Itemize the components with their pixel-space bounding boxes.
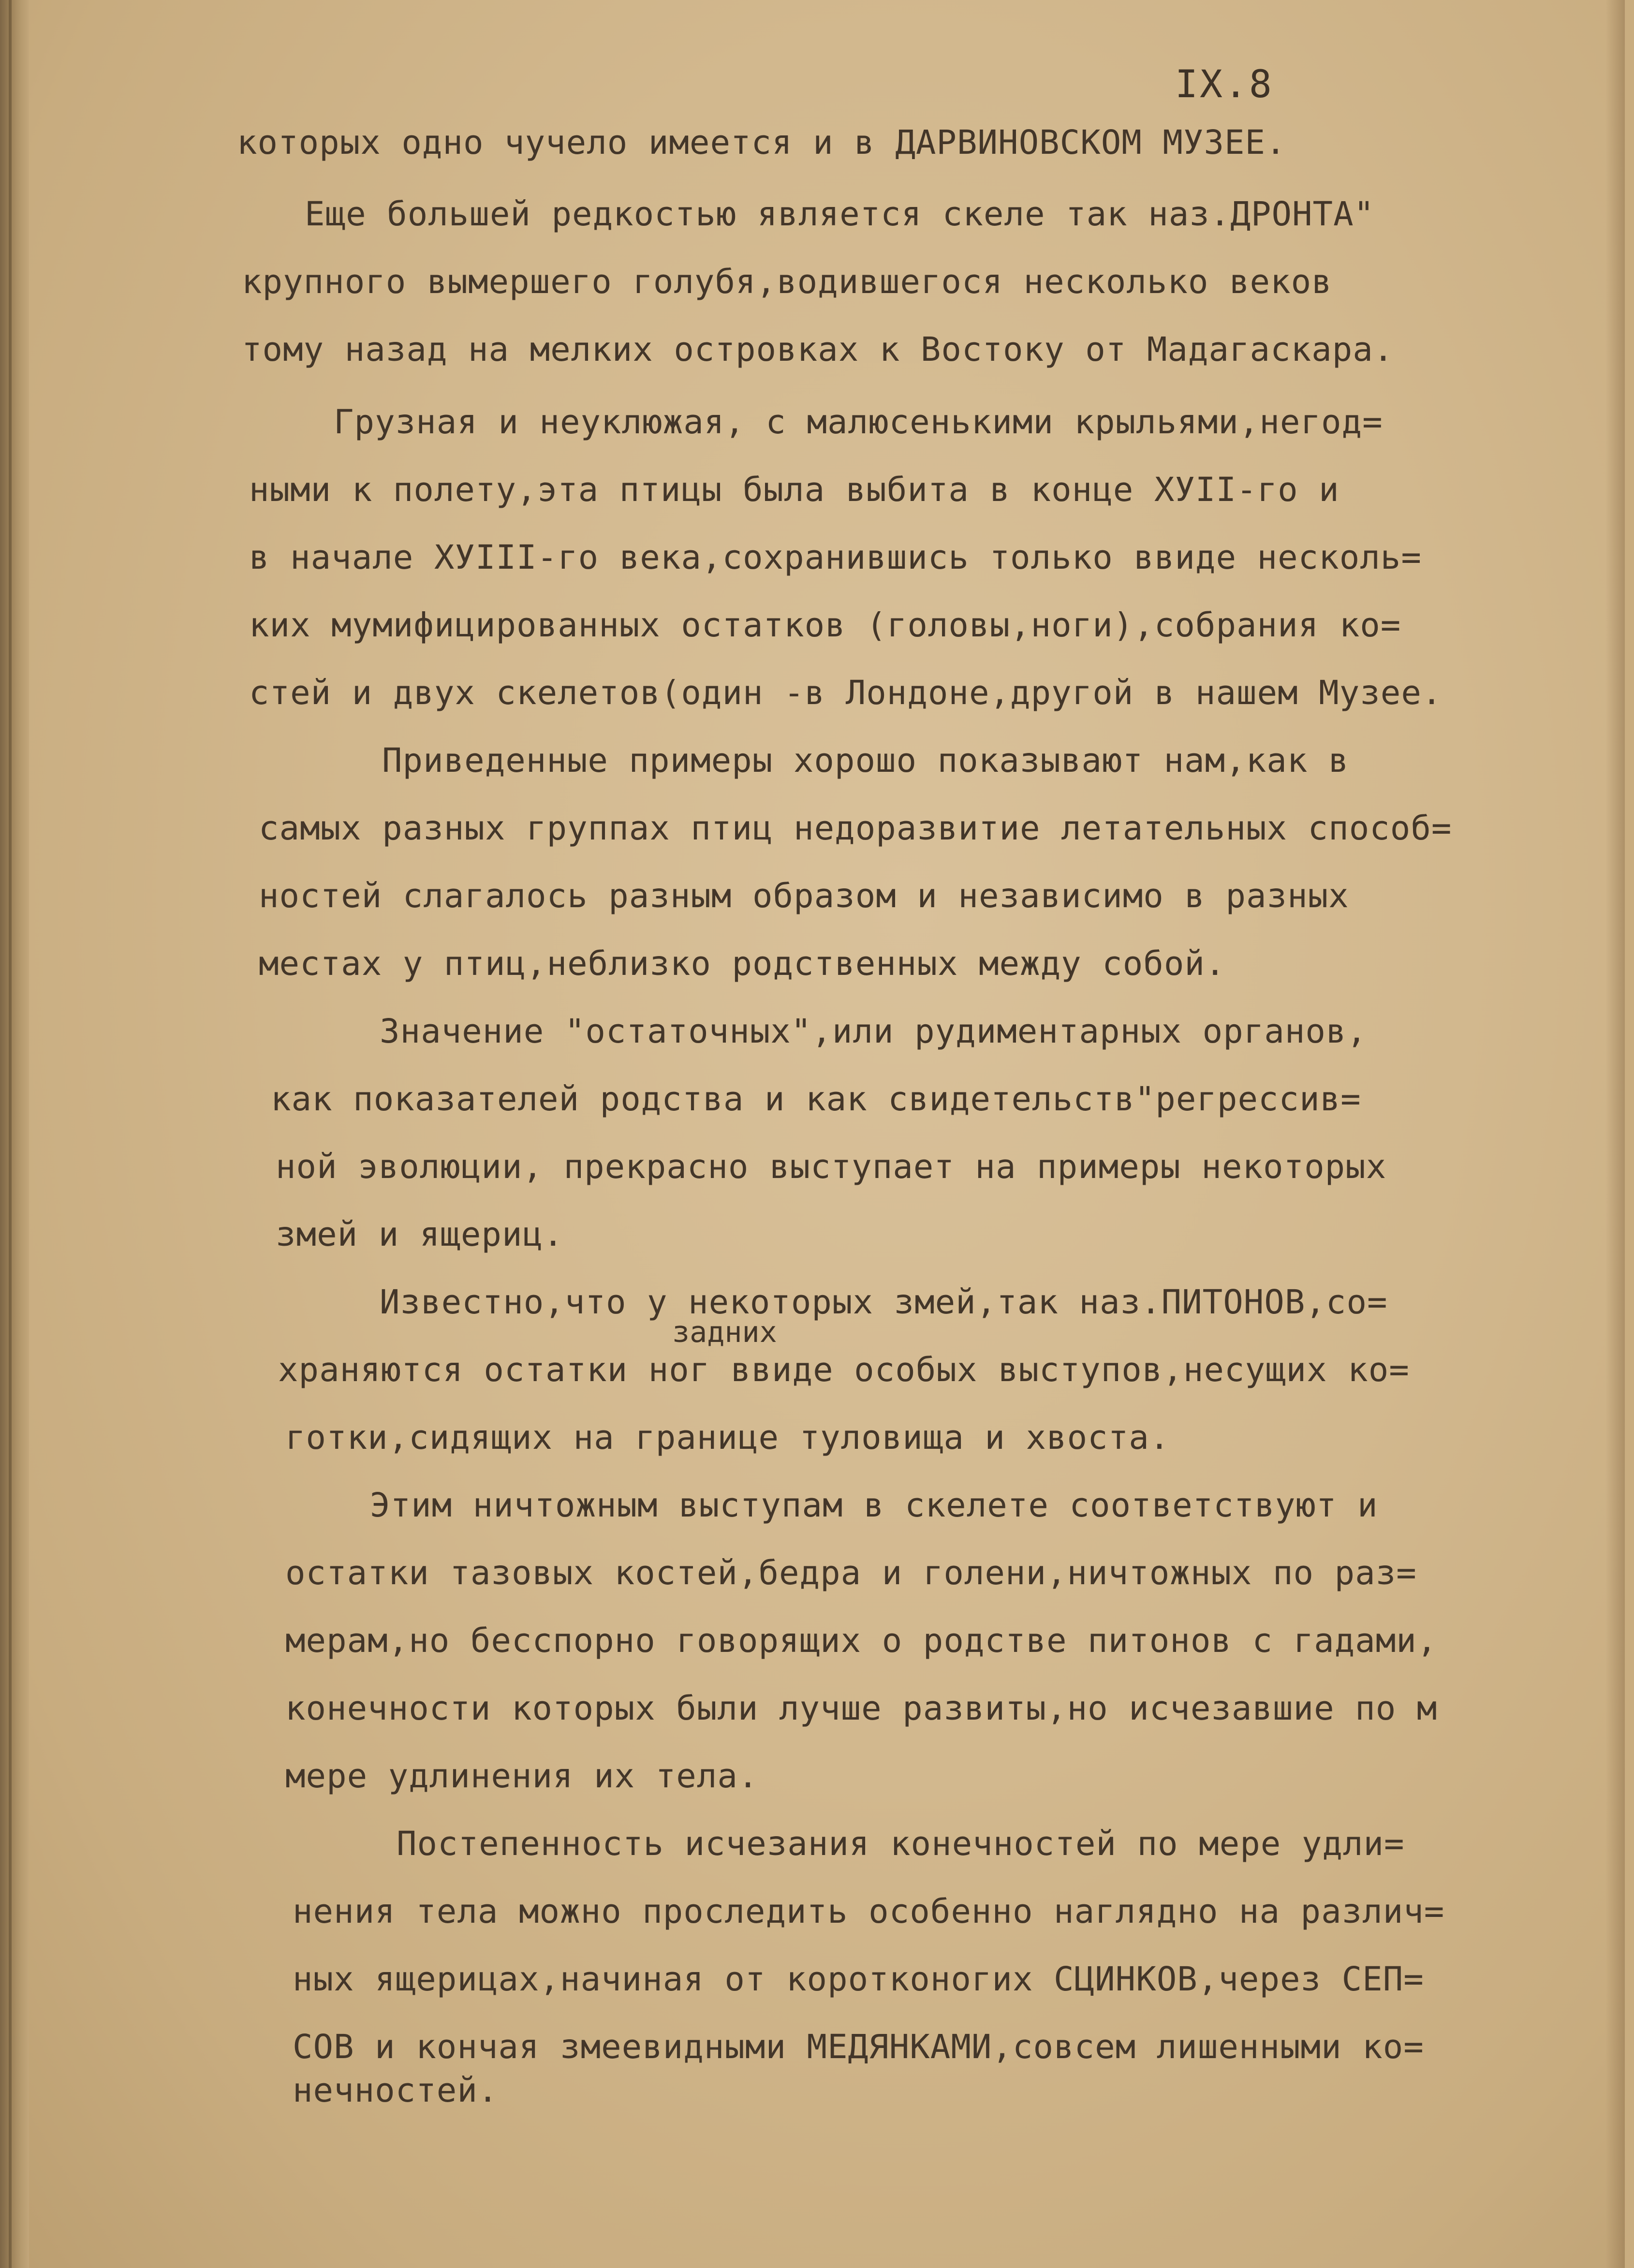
- text-line-6: ными к полету,эта птицы была выбита в конце XУII-го и: [249, 471, 1340, 509]
- text-line-12: ностей слагалось разным образом и независимо в разных: [259, 877, 1349, 915]
- handwritten-insertion: задних: [672, 1315, 777, 1349]
- text-line-14: Значение "остаточных",или рудиментарных органов,: [380, 1012, 1367, 1051]
- text-line-1: которых одно чучело имеется и в ДАРВИНОВСКОМ МУЗЕЕ.: [237, 123, 1286, 162]
- page-number: IX.8: [1175, 63, 1274, 106]
- text-line-24: конечности которых были лучше развиты,но исчезавшие по м: [285, 1689, 1438, 1728]
- text-line-29: СОВ и кончая змеевидными МЕДЯНКАМИ,совсем лишенными ко=: [293, 2028, 1424, 2066]
- text-line-25: мере удлинения их тела.: [285, 1757, 759, 1796]
- text-line-19: храняются остатки ног ввиде особых выступов,несущих ко=: [278, 1351, 1410, 1389]
- text-line-13: местах у птиц,неблизко родственных между собой.: [259, 944, 1226, 983]
- text-line-4: тому назад на мелких островках к Востоку от Мадагаскара.: [242, 330, 1394, 369]
- text-line-21: Этим ничтожным выступам в скелете соответствуют и: [370, 1486, 1378, 1525]
- text-line-9: стей и двух скелетов(один -в Лондоне,другой в нашем Музее.: [249, 674, 1443, 712]
- text-line-8: ких мумифицированных остатков (головы,ноги),собрания ко=: [249, 606, 1401, 645]
- text-line-11: самых разных группах птиц недоразвитие летательных способ=: [259, 809, 1452, 848]
- text-line-20: готки,сидящих на границе туловища и хвоста.: [285, 1418, 1170, 1457]
- text-line-7: в начале XУIII-го века,сохранившись только ввиде несколь=: [249, 538, 1422, 577]
- text-line-17: змей и ящериц.: [276, 1215, 564, 1254]
- text-line-3: крупного вымершего голубя,водившегося несколько веков: [242, 263, 1332, 301]
- typed-text-body: [0, 123, 1634, 2203]
- text-line-30: нечностей.: [293, 2071, 499, 2110]
- text-line-2: Еще большей редкостью является скеле так наз.ДРОНТА": [305, 195, 1375, 234]
- text-line-5: Грузная и неуклюжая, с малюсенькими крыльями,негод=: [334, 403, 1383, 442]
- text-line-28: ных ящерицах,начиная от коротконогих СЦИНКОВ,через СЕП=: [293, 1960, 1424, 1999]
- text-line-15: как показателей родства и как свидетельств"регрессив=: [271, 1080, 1361, 1119]
- text-line-18: Известно,что у некоторых змей,так наз.ПИТОНОВ,со=: [380, 1283, 1388, 1322]
- text-line-23: мерам,но бесспорно говорящих о родстве питонов с гадами,: [285, 1621, 1438, 1660]
- text-line-22: остатки тазовых костей,бедра и голени,ничтожных по раз=: [285, 1554, 1417, 1592]
- text-line-16: ной эволюции, прекрасно выступает на примеры некоторых: [276, 1148, 1387, 1186]
- text-line-27: нения тела можно проследить особенно наглядно на различ=: [293, 1892, 1445, 1931]
- text-line-10: Приведенные примеры хорошо показывают нам,как в: [382, 741, 1349, 780]
- text-line-26: Постепенность исчезания конечностей по мере удли=: [397, 1825, 1405, 1863]
